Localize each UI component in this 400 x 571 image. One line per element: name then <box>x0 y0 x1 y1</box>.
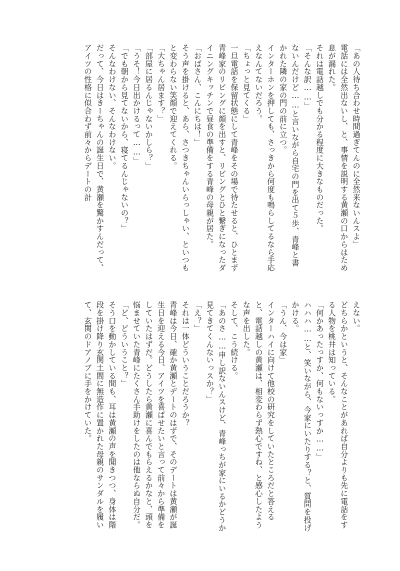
text-block-upper: 「あの人待ち合わせ時間過ぎてんのに全然来ないんスよ」 電話には全然出ないし、と、事情を説明する黄瀬の口からはため息が漏れた。 それは電話越しでも分かる程度に大きなものだった。 「そんな訳……」 ないんだけど……と言いながら自宅の門を出て５歩、青峰と書かれた隣の家の門の前に立つ。 インターホンを押しても、さっきから何度も鳴らしてるなら手応えなんてないだろう。 「ちょっと見てくる」 一旦電話を保留状態にして青峰をその場で待たせると、ひとまず青峰家のリビングに顔を出すと、リビングとひと繋ぎになったダイニングキッチンで昼食の準備をする青峰の母親が居た。 「おばさん、こんにちは！」 そう声を掛けると、あら、さつきちゃんいらっしゃい、といつもと変わらない笑顔で迎えてくれる。 「大ちゃん居ます？」 「部屋に居るんじゃないかしら？」 「うそ！今日出かけるって……」 「でも朝から見てないから、寝てるんじゃないの？」 そんなわけない、そんなわけない。 だって、今日はきーちゃんの誕生日で、黄瀬を驚かすんだって、アイツの性格に似合わず前々からデートの計 <box>83 44 361 272</box>
text-block-lower: えない。 どちらかというと、そんなことがあれば自分よりも先に電話をする人物を桃井は知っている。 「何かあったっすか、何もないっすか……」 ハハハ……と、笑いながら、今家にいたりする？と、質問を投げかける。 「うん、今は家」 インターハイに向けて他校の研究をしていたところだと答えると、電話越しの黄瀬は、相変わらず熱心ですね、と感心したような声を出した。 そして、こう続ける。 「あのさ……申し訳ないんスけど、青峰っちが家にいるかどうか見てきてくんないっスか？」 「え？」 それは一体どういうことだろうか？ 青峰は今日、確か黄瀬とデートのはずで、そのデートは黄瀬が誕生日を迎える今日、アイツを喜ばせたいと言って前々から準備をしていたはずだ。どうしたら黄瀬に喜んでもらえるかなと、頭を悩ませていた青峰にたくさん手助けをしたのは他ならぬ自分だ。 「ど、どういうこと？」 そう口を動かしている間も、耳は黄瀬の声を聞きつつ、身体は階段を掛け降り玄関土間に無造作に置かれた母親のサンダルを履いて、玄関のドアノブに手をかけていた。 <box>83 301 361 532</box>
